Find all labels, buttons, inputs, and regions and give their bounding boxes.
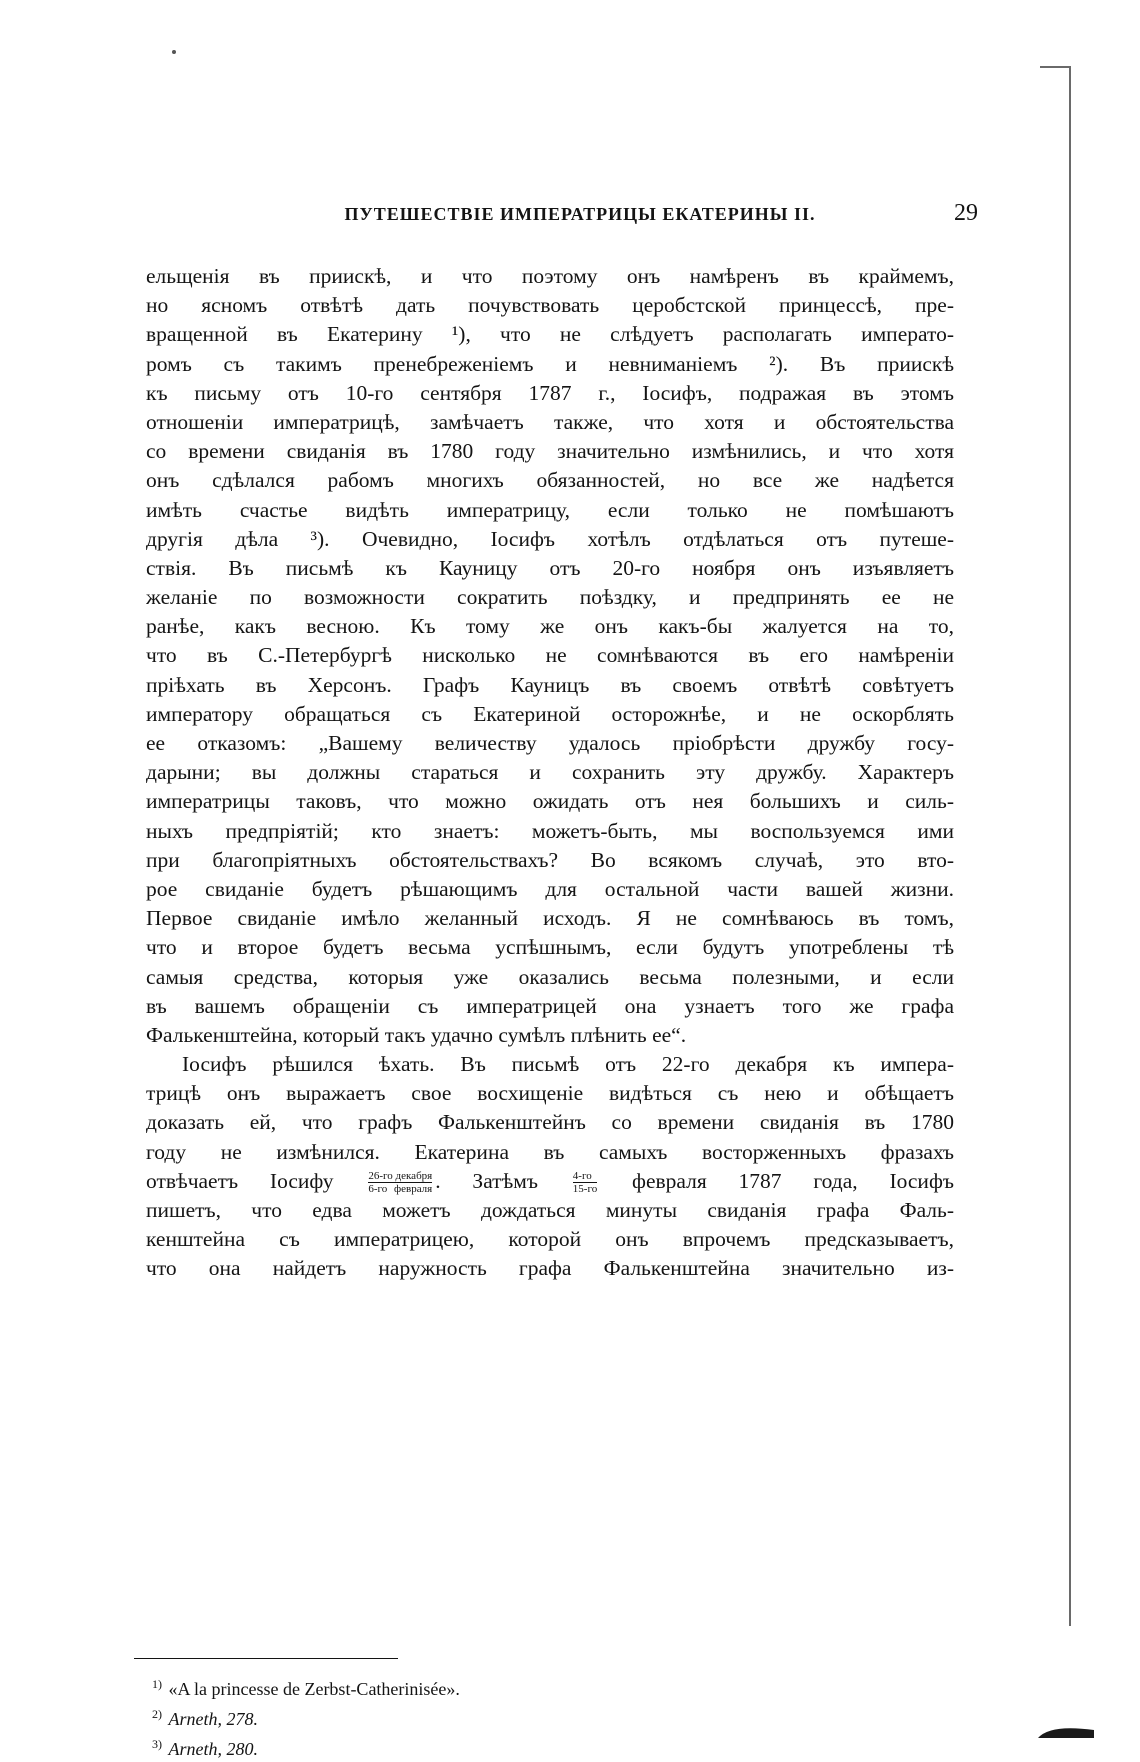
text-line: но ясномъ отвѣтѣ дать почувствовать церобстской принцессѣ, пре- [146,293,954,318]
text-line: году не измѣнился. Екатерина въ самыхъ восторженныхъ фразахъ [146,1139,954,1164]
text-line: ее отказомъ: „Вашему величеству удалось пріобрѣсти дружбу госу- [146,731,954,755]
text-line: ствія. Въ письмѣ къ Кауницу отъ 20-го ноября онъ изъявляетъ [146,555,954,580]
text-line: желаніе по возможности сократить поѣздку, и предпринять ее не [146,585,954,610]
footnote-text: Arneth, 278. [168,1709,258,1729]
footnote-text: «A la princesse de Zerbst-Catherinisée». [168,1679,460,1699]
main-text [146,262,954,1284]
footnote-marker: 3) [152,1737,162,1751]
scan-border-top [1040,66,1071,68]
date-fraction-denominator: 6-го февраля [368,1183,433,1196]
text-line: другія дѣла ³). Очевидно, Іосифъ хотѣлъ отдѣлаться отъ путеше- [146,526,954,551]
text-line: ныхъ предпріятій; кто знаетъ: можетъ-быть, мы воспользуемся ими [146,818,954,843]
text-line: ранѣе, какъ весною. Къ тому же онъ какъ-бы жалуется на то, [146,614,954,639]
date-fraction-numerator: 4-го [573,1170,597,1183]
text-line: что она найдетъ наружность графа Фалькенштейна значительно из- [146,1256,954,1281]
text-line: вращенной въ Екатерину ¹), что не слѣдуетъ располагать императо- [146,322,954,347]
text-line: въ вашемъ обращеніи съ императрицей она узнаетъ того же графа [146,993,954,1018]
text-line: дарыни; вы должны стараться и сохранить эту дружбу. Характеръ [146,760,954,785]
text-line: пріѣхать въ Херсонъ. Графъ Кауницъ въ своемъ отвѣтѣ совѣтуетъ [146,672,954,697]
date-line-tail: февраля 1787 года, Іосифъ [632,1168,954,1193]
text-line: доказать ей, что графъ Фалькенштейнъ со времени свиданія въ 1780 [146,1110,954,1135]
footnote-divider [134,1658,398,1659]
text-line: рое свиданіе будетъ рѣшающимъ для остальной части вашей жизни. [146,876,954,901]
paragraph-start-line: Іосифъ рѣшился ѣхать. Въ письмѣ отъ 22-го декабря къ импера- [182,1052,954,1077]
text-line: что въ С.-Петербургѣ нисколько не сомнѣваются въ его намѣреніи [146,643,954,668]
text-line: кенштейна съ императрицею, которой онъ впрочемъ предсказываетъ, [146,1227,954,1252]
text-line: трицѣ онъ выражаетъ свое восхищеніе видѣться съ нею и обѣщаетъ [146,1081,954,1106]
date-fraction-old-new-style [573,1170,597,1195]
text-line: имѣть счастье видѣть императрицу, если только не помѣшаютъ [146,497,954,522]
footnote-2 [152,1702,652,1732]
date-line-middle: . Затѣмъ [435,1168,538,1193]
running-head-title: ПУТЕШЕСТВІЕ ИМПЕРАТРИЦЫ ЕКАТЕРИНЫ II. [344,204,816,224]
text-line: ельщенія въ приискѣ, и что поэтому онъ намѣренъ въ краймемъ, [146,264,954,288]
footnote-3 [152,1732,652,1762]
scan-corner-mark [1036,1720,1096,1740]
text-line: Фалькенштейна, который такъ удачно сумѣлъ плѣнить ее“. [146,1022,687,1047]
running-head [200,204,960,225]
text-line: императрицы таковъ, что можно ожидать отъ нея большихъ и силь- [146,789,954,814]
scan-border-right [1069,66,1071,1626]
date-fraction-old-new-style [368,1170,432,1195]
text-line: онъ сдѣлался рабомъ многихъ обязанностей, но все же надѣется [146,468,954,493]
page-number: 29 [954,200,978,226]
footnote-marker: 1) [152,1677,162,1691]
text-line: ромъ съ такимъ пренебреженіемъ и невниманіемъ ²). Въ приискѣ [146,351,954,376]
text-line: со времени свиданія въ 1780 году значительно измѣнились, и что хотя [146,439,954,464]
footnotes [152,1672,652,1762]
date-fraction-denominator: 15-го [572,1183,598,1196]
text-line: отношеніи императрицѣ, замѣчаетъ также, что хотя и обстоятельства [146,409,954,434]
text-line: что и второе будетъ весьма успѣшнымъ, если будутъ употреблены тѣ [146,935,954,960]
date-fraction-numerator: 26-го декабря [368,1170,433,1183]
scan-speck [172,50,176,54]
text-line: пишетъ, что едва можетъ дождаться минуты свиданія графа Фаль- [146,1198,954,1222]
footnote-1 [152,1672,652,1702]
text-line: при благопріятныхъ обстоятельствахъ? Во всякомъ случаѣ, это вто- [146,847,954,872]
text-line: самыя средства, которыя уже оказались весьма полезными, и если [146,964,954,989]
text-line-with-dates [146,1167,954,1196]
date-line-lead: отвѣчаетъ Іосифу [146,1168,334,1193]
text-line: Первое свиданіе имѣло желанный исходъ. Я не сомнѣваюсь въ томъ, [146,906,954,931]
text-line: императору обращаться съ Екатериной осторожнѣе, и не оскорблять [146,701,954,726]
footnote-text: Arneth, 280. [168,1739,258,1759]
footnote-marker: 2) [152,1707,162,1721]
text-line: къ письму отъ 10-го сентября 1787 г., Іосифъ, подражая въ этомъ [146,380,954,405]
